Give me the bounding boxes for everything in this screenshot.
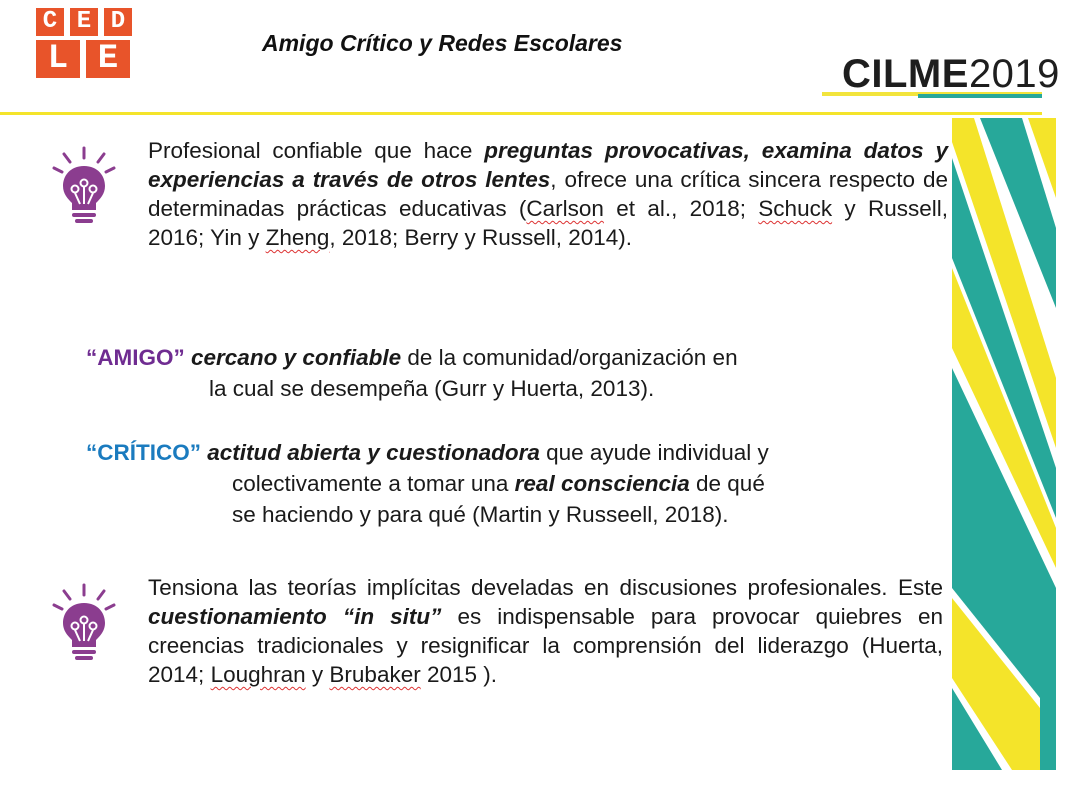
emphasis-text: actitud abierta y cuestionadora [207, 440, 540, 465]
text-run: et al., 2018; [603, 196, 759, 221]
critico-definition-line [86, 438, 769, 467]
emphasis-text: cercano y confiable [191, 345, 402, 370]
citation-author: Carlson [526, 196, 604, 221]
amigo-definition-line [86, 343, 738, 372]
cilme-logo-year: 2019 [968, 52, 1060, 96]
emphasis-text: preguntas provocativas, examina datos y experiencias a través de otros lentes [148, 138, 948, 192]
amigo-keyword: “AMIGO” [86, 345, 185, 370]
text-run: y Russell, 2016; Yin y [148, 196, 949, 250]
logo-letter: L [36, 40, 80, 78]
critico-keyword: “CRÍTICO” [86, 440, 201, 465]
lightbulb-icon [50, 146, 118, 226]
citation-author: Zheng [265, 225, 330, 250]
citation-author: Schuck [758, 196, 833, 221]
emphasis-text: real consciencia [514, 471, 690, 496]
text-run: 2015 ). [420, 662, 498, 687]
logo-letter: C [36, 8, 64, 36]
logo-letter: E [70, 8, 98, 36]
text-run: de qué [689, 471, 765, 496]
text-run: colectivamente a tomar una [232, 471, 515, 496]
tension-paragraph [148, 573, 943, 689]
text-run: que ayude individual y [539, 440, 769, 465]
logo-letter: E [86, 40, 130, 78]
text-run: , ofrece una crítica sincera respecto de determinadas prácticas educativas ( [148, 167, 948, 221]
critico-definition-line [232, 469, 765, 498]
slide-title: Amigo Crítico y Redes Escolares [262, 30, 623, 56]
lightbulb-icon [50, 583, 118, 663]
cilme-logo-bold: CILME [842, 52, 969, 96]
text-run: Profesional confiable que hace [148, 138, 485, 163]
emphasis-text: cuestionamiento “in situ” [148, 604, 442, 629]
amigo-definition-line: la cual se desempeña (Gurr y Huerta, 2013). [209, 376, 655, 401]
citation-author: Brubaker [329, 662, 421, 687]
citation-author: Loughran [210, 662, 306, 687]
text-run: y [305, 662, 330, 687]
header-divider [0, 112, 1042, 115]
definition-paragraph [148, 136, 948, 252]
cilme-logo [842, 50, 1060, 98]
decorative-stripes [952, 118, 1056, 770]
cedle-logo [36, 8, 132, 78]
text-run: de la comunidad/organización en [401, 345, 738, 370]
text-run: Tensiona las teorías implícitas develadas en discusiones profesionales. Este [148, 575, 943, 600]
text-run: es indispensable para provocar quiebres en creencias tradicionales y resignificar la comprensión del liderazgo (Huerta, 2014; [148, 604, 943, 687]
critico-definition-line: se haciendo y para qué (Martin y Russeell, 2018). [232, 502, 729, 527]
text-run: , 2018; Berry y Russell, 2014). [329, 225, 633, 250]
logo-letter: D [104, 8, 132, 36]
